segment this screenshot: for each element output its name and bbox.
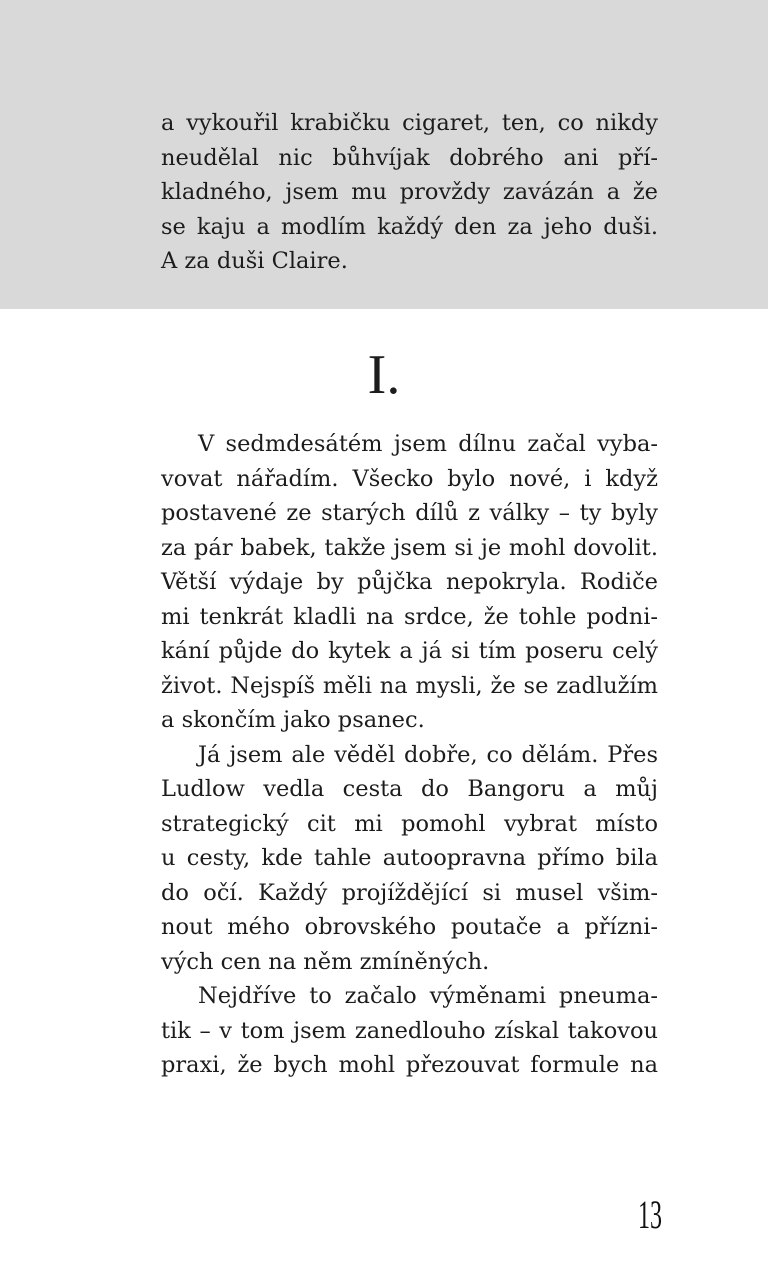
text-line: Větší výdaje by půjčka nepokryla. Rodiče [161, 569, 658, 595]
paragraph [161, 738, 658, 980]
text-line: mi tenkrát kladli na srdce, že tohle podni- [161, 603, 658, 630]
text-line: tik – v tom jsem zanedlouho získal takovou [161, 1017, 658, 1044]
page-number: 13 [638, 1192, 662, 1237]
paragraph [161, 979, 658, 1083]
chapter-heading: I. [367, 344, 401, 406]
text-line: a vykouřil krabičku cigaret, ten, co nikdy [161, 110, 658, 136]
text-line: za pár babek, takže jsem si je mohl dovolit. [161, 534, 658, 561]
text-line: neudělal nic bůhvíjak dobrého ani pří- [161, 144, 658, 171]
text-line: život. Nejspíš měli na mysli, že se zadlužím [161, 672, 658, 699]
text-line: vovat nářadím. Všecko bylo nové, i když [161, 465, 658, 492]
chapter-body [161, 427, 658, 1083]
text-line: praxi, že bych mohl přezouvat formule na [161, 1052, 658, 1078]
text-line: strategický cit mi pomohl vybrat místo [161, 810, 658, 837]
previous-passage [161, 106, 658, 279]
text-line: Já jsem ale věděl dobře, co dělám. Přes [198, 741, 658, 768]
text-line: A za duši Claire. [161, 248, 348, 274]
paragraph [161, 427, 658, 738]
text-line: se kaju a modlím každý den za jeho duši. [161, 213, 658, 240]
text-line: nout mého obrovského poutače a přízni- [161, 914, 658, 940]
text-line: kladného, jsem mu provždy zavázán a že [161, 179, 658, 205]
text-line: kání půjde do kytek a já si tím poseru celý [161, 638, 658, 664]
text-line: vých cen na něm zmíněných. [161, 948, 490, 975]
text-line: V sedmdesátém jsem dílnu začal vyba- [198, 431, 658, 457]
text-line: u cesty, kde tahle autoopravna přímo bila [161, 845, 658, 871]
text-line: Nejdříve to začalo výměnami pneuma- [198, 983, 658, 1009]
text-line: Ludlow vedla cesta do Bangoru a můj [161, 776, 658, 802]
text-line: do očí. Každý projíždějící si musel všim- [161, 879, 658, 906]
text-line: a skončím jako psanec. [161, 707, 425, 733]
text-line: postavené ze starých dílů z války – ty byly [161, 500, 658, 526]
